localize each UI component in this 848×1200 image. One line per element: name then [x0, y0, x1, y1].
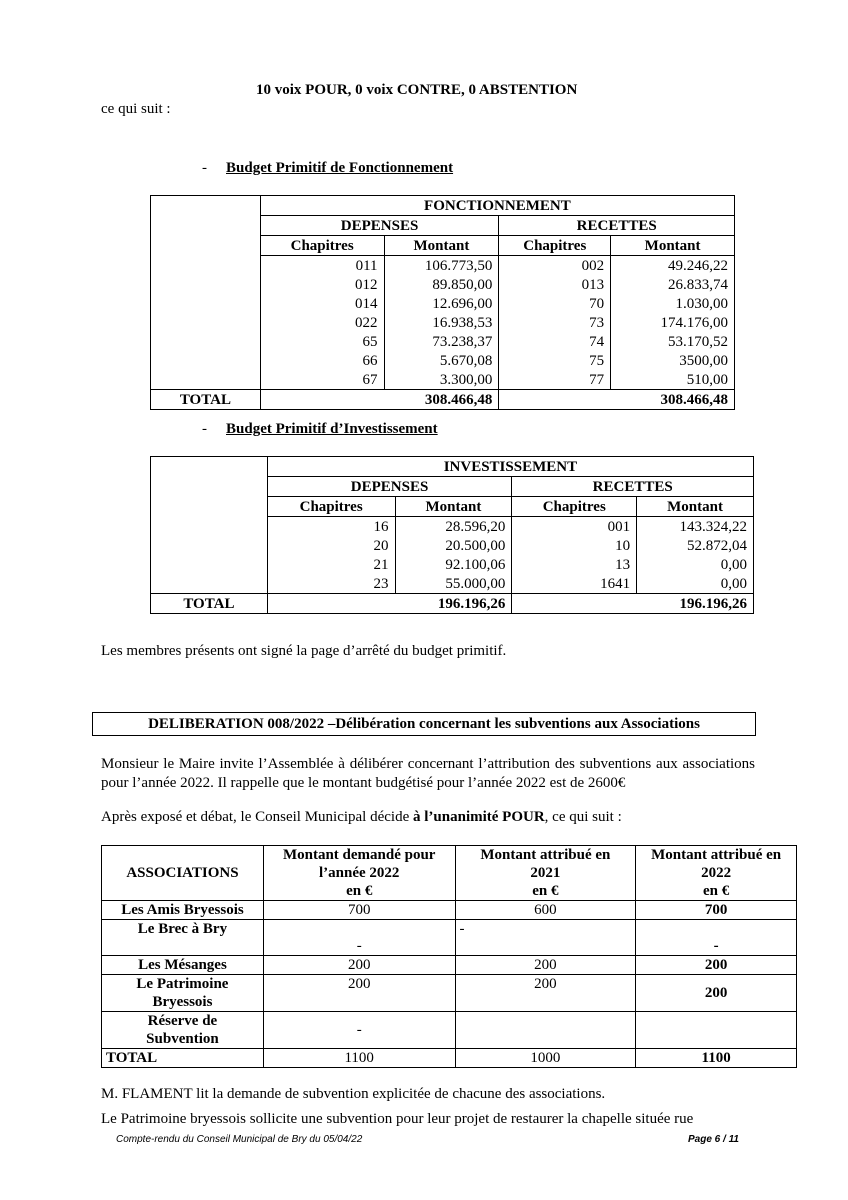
fonct-col-chapitres: Chapitres: [260, 236, 384, 256]
invest-total-label: TOTAL: [151, 594, 268, 614]
invest-col-montant: Montant: [395, 497, 512, 517]
fonct-rec-chapitre: 70: [499, 294, 611, 313]
fonct-dep-chapitre: 65: [260, 332, 384, 351]
montant-2022: 700: [636, 901, 797, 920]
association-name: Le Patrimoine Bryessois: [102, 975, 264, 1012]
total-row: [151, 594, 754, 614]
table-row: [151, 517, 754, 537]
total-row: [102, 1049, 797, 1068]
fonct-dep-chapitre: 66: [260, 351, 384, 370]
fonct-rec-montant: 49.246,22: [611, 256, 735, 276]
fonct-rec-montant: 3500,00: [611, 351, 735, 370]
montant-demande: 200: [263, 975, 455, 1012]
table-row: [151, 555, 754, 574]
decision-text-end: , ce qui suit :: [544, 809, 622, 825]
fonct-recettes: RECETTES: [499, 216, 735, 236]
fonct-dep-montant: 73.238,37: [384, 332, 499, 351]
invest-rec-montant: 0,00: [637, 555, 754, 574]
association-name: Les Amis Bryessois: [102, 901, 264, 920]
associations-table: [101, 845, 797, 1068]
fonct-dep-chapitre: 011: [260, 256, 384, 276]
fonct-dep-chapitre: 014: [260, 294, 384, 313]
assoc-total-label: TOTAL: [102, 1049, 264, 1068]
fonct-rec-chapitre: 77: [499, 370, 611, 390]
invest-dep-chapitre: 20: [267, 536, 395, 555]
table-row: [151, 313, 735, 332]
fonct-rec-chapitre: 013: [499, 275, 611, 294]
table-row: [151, 370, 735, 390]
montant-demande: -: [263, 920, 455, 956]
fonct-rec-montant: 1.030,00: [611, 294, 735, 313]
intro-text: ce qui suit :: [101, 101, 171, 117]
table-row: [151, 574, 754, 594]
fonct-dep-montant: 3.300,00: [384, 370, 499, 390]
fonct-dep-montant: 89.850,00: [384, 275, 499, 294]
assoc-total-2022: 1100: [636, 1049, 797, 1068]
table-row: [102, 901, 797, 920]
table-row: [151, 275, 735, 294]
fonct-dep-montant: 5.670,08: [384, 351, 499, 370]
association-name: Réserve de Subvention: [102, 1012, 264, 1049]
section-investissement-title: Budget Primitif d’Investissement: [226, 421, 438, 437]
invest-total-depenses: 196.196,26: [395, 594, 512, 614]
bullet-dash: -: [202, 421, 207, 437]
invest-dep-montant: 55.000,00: [395, 574, 512, 594]
invest-rec-chapitre: 1641: [512, 574, 637, 594]
header-montant-2021: Montant attribué en 2021 en €: [455, 846, 636, 901]
bullet-dash: -: [202, 160, 207, 176]
montant-demande: 200: [263, 956, 455, 975]
invest-rec-chapitre: 13: [512, 555, 637, 574]
table-row: [102, 920, 797, 956]
header-montant-demande: Montant demandé pour l’année 2022 en €: [263, 846, 455, 901]
invest-depenses: DEPENSES: [267, 477, 512, 497]
montant-demande: -: [263, 1012, 455, 1049]
fonct-col-chapitres: Chapitres: [499, 236, 611, 256]
table-row: [151, 332, 735, 351]
table-row: [151, 351, 735, 370]
table-row: [102, 1012, 797, 1049]
fonct-total-recettes: 308.466,48: [611, 390, 735, 410]
fonct-col-montant: Montant: [384, 236, 499, 256]
invest-dep-chapitre: 23: [267, 574, 395, 594]
fonct-rec-chapitre: 74: [499, 332, 611, 351]
fonct-rec-montant: 510,00: [611, 370, 735, 390]
section-fonctionnement: [202, 160, 453, 177]
table-header-row: [102, 846, 797, 901]
montant-2021: 200: [455, 956, 636, 975]
header-montant-2022: Montant attribué en 2022 en €: [636, 846, 797, 901]
fonct-dep-montant: 16.938,53: [384, 313, 499, 332]
montant-2021: -: [455, 920, 636, 956]
invest-rec-montant: 143.324,22: [637, 517, 754, 537]
invest-dep-chapitre: 16: [267, 517, 395, 537]
invest-dep-montant: 20.500,00: [395, 536, 512, 555]
association-name: Le Brec à Bry: [102, 920, 264, 956]
fonct-rec-montant: 53.170,52: [611, 332, 735, 351]
montant-2022: 200: [636, 975, 797, 1012]
fonct-title: FONCTIONNEMENT: [260, 196, 734, 216]
montant-2022: 200: [636, 956, 797, 975]
total-row: [151, 390, 735, 410]
invest-col-montant: Montant: [637, 497, 754, 517]
invest-rec-montant: 52.872,04: [637, 536, 754, 555]
invest-rec-montant: 0,00: [637, 574, 754, 594]
invest-recettes: RECETTES: [512, 477, 754, 497]
invest-col-chapitres: Chapitres: [267, 497, 395, 517]
fonct-rec-chapitre: 75: [499, 351, 611, 370]
fonct-total-label: TOTAL: [151, 390, 261, 410]
montant-2021: 200: [455, 975, 636, 1012]
invest-dep-chapitre: 21: [267, 555, 395, 574]
association-name: Les Mésanges: [102, 956, 264, 975]
invest-col-chapitres: Chapitres: [512, 497, 637, 517]
decision-unanimity: à l’unanimité POUR: [413, 809, 545, 825]
table-row: [102, 975, 797, 1012]
fonct-rec-montant: 26.833,74: [611, 275, 735, 294]
investissement-table: [150, 456, 754, 614]
flament-text: M. FLAMENT lit la demande de subvention explicitée de chacune des associations.: [101, 1086, 606, 1102]
fonct-dep-montant: 106.773,50: [384, 256, 499, 276]
deliberation-paragraph: Monsieur le Maire invite l’Assemblée à délibérer concernant l’attribution des subventions aux associations pour l’année 2022. Il rappelle que le montant budgétisé pour l’année 2022 est de 2600€: [101, 756, 755, 791]
header-associations: ASSOCIATIONS: [102, 846, 264, 901]
invest-rec-chapitre: 10: [512, 536, 637, 555]
fonct-dep-montant: 12.696,00: [384, 294, 499, 313]
montant-2021: [455, 1012, 636, 1049]
patrimoine-text: Le Patrimoine bryessois sollicite une subvention pour leur projet de restaurer la chapelle située rue: [101, 1111, 694, 1127]
montant-2022: -: [636, 920, 797, 956]
section-investissement: [202, 421, 438, 438]
invest-dep-montant: 92.100,06: [395, 555, 512, 574]
table-row: [102, 956, 797, 975]
section-fonctionnement-title: Budget Primitif de Fonctionnement: [226, 160, 454, 176]
fonct-total-depenses: 308.466,48: [384, 390, 499, 410]
table-row: [151, 536, 754, 555]
deliberation-title: DELIBERATION 008/2022 –Délibération concernant les subventions aux Associations: [92, 712, 756, 736]
montant-2021: 600: [455, 901, 636, 920]
fonct-dep-chapitre: 012: [260, 275, 384, 294]
fonct-rec-montant: 174.176,00: [611, 313, 735, 332]
footer-left: Compte-rendu du Conseil Municipal de Bry du 05/04/22: [116, 1134, 363, 1145]
invest-total-recettes: 196.196,26: [637, 594, 754, 614]
invest-rec-chapitre: 001: [512, 517, 637, 537]
fonct-rec-chapitre: 002: [499, 256, 611, 276]
montant-2022: [636, 1012, 797, 1049]
signed-text: Les membres présents ont signé la page d’arrêté du budget primitif.: [101, 643, 507, 659]
assoc-total-demande: 1100: [263, 1049, 455, 1068]
fonctionnement-table: [150, 195, 735, 410]
fonct-col-montant: Montant: [611, 236, 735, 256]
fonct-depenses: DEPENSES: [260, 216, 499, 236]
invest-dep-montant: 28.596,20: [395, 517, 512, 537]
fonct-dep-chapitre: 022: [260, 313, 384, 332]
vote-result: 10 voix POUR, 0 voix CONTRE, 0 ABSTENTION: [256, 82, 578, 98]
decision-text: Après exposé et débat, le Conseil Municipal décide: [101, 809, 413, 825]
fonct-dep-chapitre: 67: [260, 370, 384, 390]
assoc-total-2021: 1000: [455, 1049, 636, 1068]
montant-demande: 700: [263, 901, 455, 920]
decision-paragraph: [101, 809, 622, 826]
page-number: Page 6 / 11: [688, 1134, 739, 1145]
table-row: [151, 256, 735, 276]
table-row: [151, 294, 735, 313]
fonct-rec-chapitre: 73: [499, 313, 611, 332]
invest-title: INVESTISSEMENT: [267, 457, 753, 477]
